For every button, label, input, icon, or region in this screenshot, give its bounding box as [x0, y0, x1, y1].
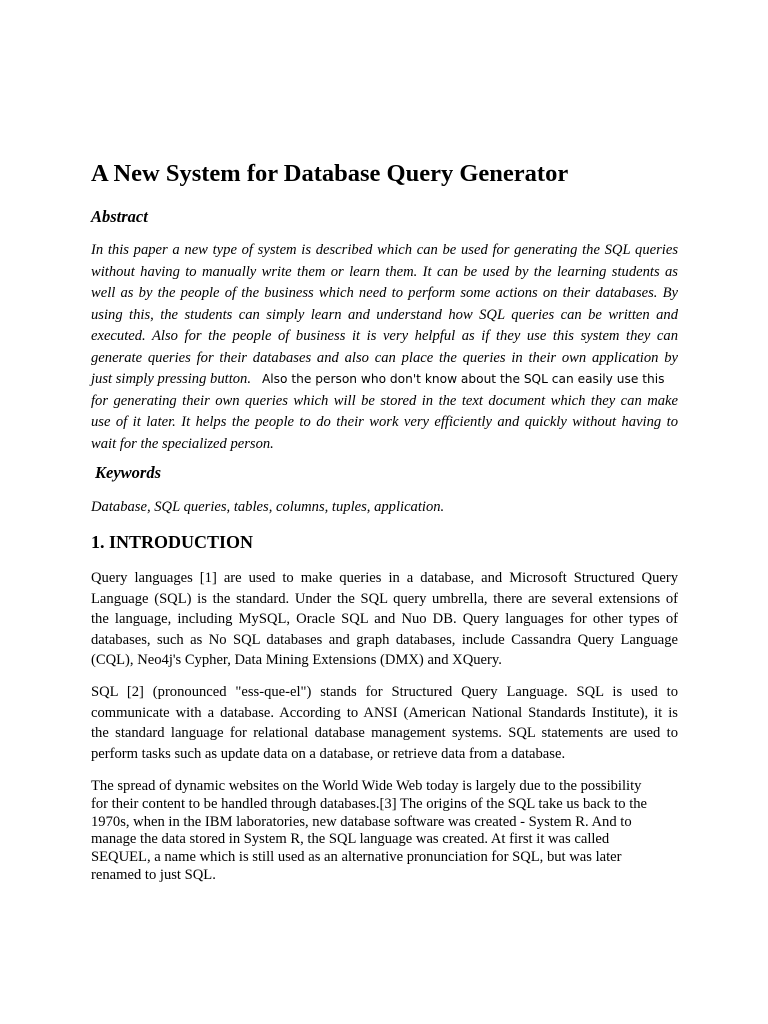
paragraph-line: The spread of dynamic websites on the World Wide Web today is largely due to the possibility — [91, 778, 642, 794]
paragraph-line: SQL [2] (pronounced "ess-que-el") stands for Structured Query Language. SQL is used to — [91, 684, 678, 700]
abstract-line-last: wait for the specialized person. — [91, 435, 274, 452]
abstract-line: executed. Also for the people of business it is very helpful as if they use this system they can — [91, 328, 678, 344]
keywords-heading: Keywords — [95, 463, 161, 482]
paragraph-line: the language, including MySQL, Oracle SQL and Nuo DB. Query languages for other types of — [91, 611, 678, 627]
abstract-line: well as by the people of the business which need to perform some actions on their databases. By — [91, 285, 678, 301]
abstract-line: using this, the students can simply learn and understand how SQL queries can be written and — [91, 306, 678, 323]
abstract-line: In this paper a new type of system is described which can be used for generating the SQL queries — [91, 242, 678, 258]
abstract-line-mixed — [91, 369, 678, 391]
abstract-heading: Abstract — [91, 207, 148, 226]
introduction-heading: 1. INTRODUCTION — [91, 532, 254, 552]
paragraph-line: databases, such as No SQL databases and graph databases, include Cassandra Query Language — [91, 631, 678, 648]
paragraph-line: communicate with a database. According to ANSI (American National Standards Institute), it is — [91, 704, 678, 721]
abstract-line: generate queries for their databases and also can place the queries in their own application by — [91, 349, 678, 366]
abstract-paragraph — [91, 240, 678, 455]
paragraph-line: Language (SQL) is the standard. Under the SQL query umbrella, there are several extensions of — [91, 590, 678, 607]
abstract-line-start: just simply pressing button. — [91, 371, 251, 387]
paragraph-line: the standard language for relational database management systems. SQL statements are used to — [91, 725, 678, 741]
abstract-line: for generating their own queries which will be stored in the text document which they can make — [91, 392, 678, 409]
paragraph-line-last: (CQL), Neo4j's Cypher, Data Mining Extensions (DMX) and XQuery. — [91, 652, 502, 668]
intro-paragraph-3 — [91, 778, 681, 885]
paragraph-line: Query languages [1] are used to make queries in a database, and Microsoft Structured Query — [91, 570, 678, 586]
paragraph-line: renamed to just SQL. — [91, 866, 216, 883]
abstract-line: use of it later. It helps the people to do their work very efficiently and quickly without having to — [91, 414, 678, 430]
paragraph-line: manage the data stored in System R, the SQL language was created. At first it was called — [91, 831, 610, 848]
paragraph-line: for their content to be handled through databases.[3] The origins of the SQL take us back to the — [91, 795, 648, 812]
paragraph-line: SEQUEL, a name which is still used as an alternative pronunciation for SQL, but was later — [91, 849, 622, 866]
intro-paragraph-2 — [91, 682, 678, 764]
paper-title: A New System for Database Query Generator — [91, 160, 569, 187]
abstract-line: without having to manually write them or learn them. It can be used by the learning students as — [91, 263, 678, 280]
paragraph-line: 1970s, when in the IBM laboratories, new database software was created - System R. And to — [91, 813, 632, 830]
paragraph-line-last: perform tasks such as update data on a database, or retrieve data from a database. — [91, 745, 566, 762]
intro-paragraph-1 — [91, 568, 678, 671]
abstract-line-sans-part: Also the person who don't know about the SQL can easily use this — [261, 372, 665, 386]
keywords-list: Database, SQL queries, tables, columns, tuples, application. — [91, 499, 445, 515]
